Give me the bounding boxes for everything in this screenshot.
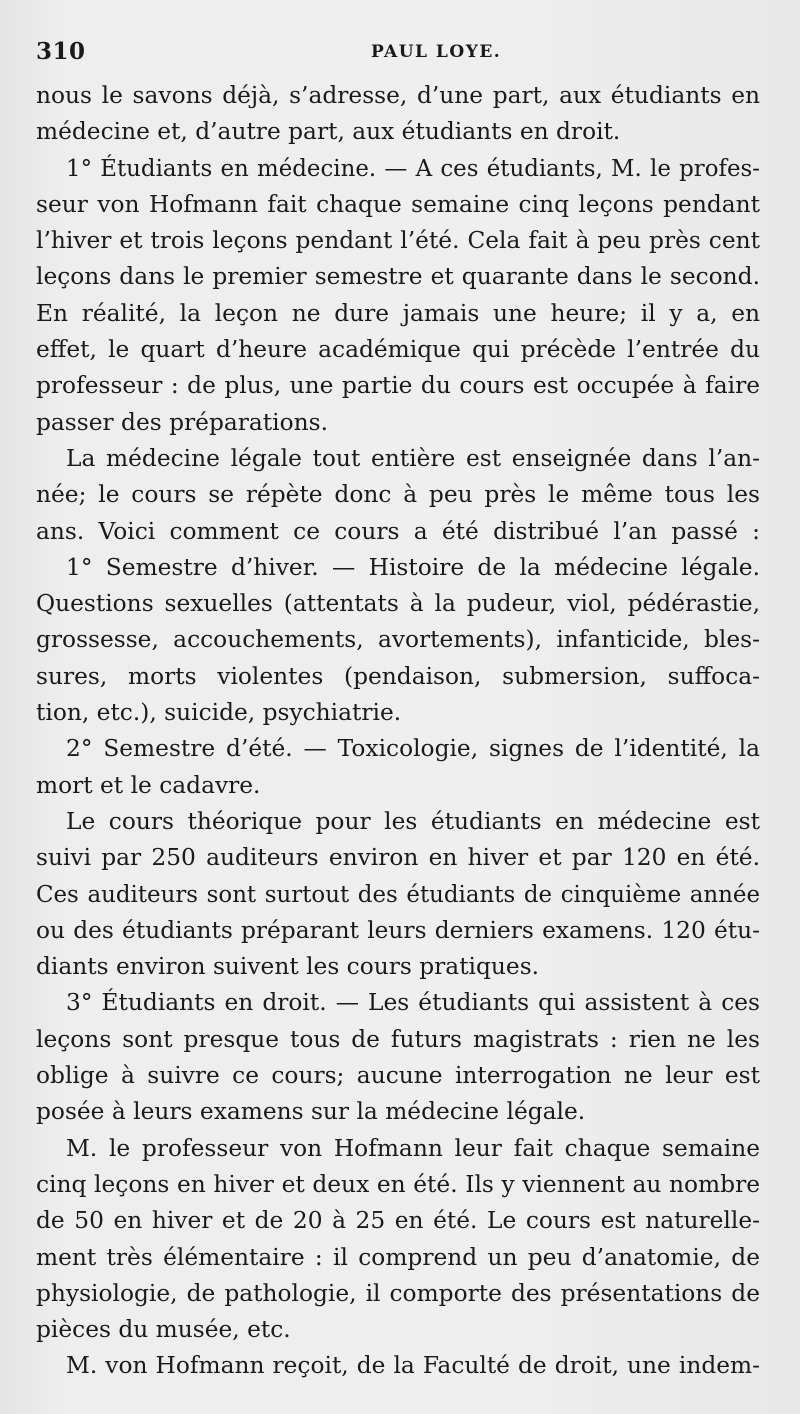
text-line: mort et le cadavre. xyxy=(36,771,261,799)
text-line: de 50 en hiver et de 20 à 25 en été. Le cours est naturelle- xyxy=(36,1207,760,1235)
text-line: grossesse, accouchements, avortements), infanticide, bles- xyxy=(36,626,760,654)
text-line: l’hiver et trois leçons pendant l’été. Cela fait à peu près cent xyxy=(36,227,760,255)
text-line: La médecine légale tout entière est enseignée dans l’an- xyxy=(66,444,760,472)
text-line: physiologie, de pathologie, il comporte des présentations de xyxy=(36,1279,760,1307)
text-line: médecine et, d’autre part, aux étudiants en droit. xyxy=(36,118,621,146)
text-line: 2° Semestre d’été. — Toxicologie, signes de l’identité, la xyxy=(66,735,760,763)
page-header xyxy=(36,38,756,68)
text-line: passer des préparations. xyxy=(36,408,328,436)
text-line: oblige à suivre ce cours; aucune interrogation ne leur est xyxy=(36,1062,760,1090)
text-line: cinq leçons en hiver et deux en été. Ils y viennent au nombre xyxy=(36,1170,760,1198)
text-line: Questions sexuelles (attentats à la pudeur, viol, pédérastie, xyxy=(36,590,760,618)
text-line: 1° Étudiants en médecine. — A ces étudiants, M. le profes- xyxy=(66,155,760,182)
text-line: ou des étudiants préparant leurs derniers examens. 120 étu- xyxy=(36,916,760,944)
text-line: née; le cours se répète donc à peu près le même tous les xyxy=(36,481,760,509)
text-line: leçons sont presque tous de futurs magistrats : rien ne les xyxy=(36,1025,760,1053)
text-line: effet, le quart d’heure académique qui précède l’entrée du xyxy=(36,336,760,364)
text-line: Ces auditeurs sont surtout des étudiants de cinquième année xyxy=(36,881,760,908)
text-line: diants environ suivent les cours pratiques. xyxy=(36,953,540,981)
running-head: PAUL LOYE. xyxy=(371,42,502,62)
text-line: professeur : de plus, une partie du cours est occupée à faire xyxy=(36,372,760,400)
text-line: suivi par 250 auditeurs environ en hiver et par 120 en été. xyxy=(36,844,760,872)
text-line: pièces du musée, etc. xyxy=(36,1316,291,1344)
text-line: Le cours théorique pour les étudiants en médecine est xyxy=(66,807,760,835)
text-line: sures, morts violentes (pendaison, submersion, suffoca- xyxy=(36,662,760,690)
text-line: seur von Hofmann fait chaque semaine cinq leçons pendant xyxy=(36,190,760,218)
text-line: ment très élémentaire : il comprend un peu d’anatomie, de xyxy=(36,1243,760,1271)
text-line: nous le savons déjà, s’adresse, d’une part, aux étudiants en xyxy=(36,82,760,109)
text-line: leçons dans le premier semestre et quarante dans le second. xyxy=(36,263,760,291)
text-line: posée à leurs examens sur la médecine légale. xyxy=(36,1098,586,1126)
text-line: ans. Voici comment ce cours a été distribué l’an passé : xyxy=(36,517,760,545)
text-line: M. le professeur von Hofmann leur fait chaque semaine xyxy=(66,1134,760,1162)
text-line: M. von Hofmann reçoit, de la Faculté de droit, une indem- xyxy=(66,1352,760,1380)
page-number: 310 xyxy=(36,38,86,65)
text-line: 3° Étudiants en droit. — Les étudiants qui assistent à ces xyxy=(66,989,760,1017)
body-text xyxy=(36,78,760,1385)
text-line: En réalité, la leçon ne dure jamais une heure; il y a, en xyxy=(36,299,760,327)
text-line: 1° Semestre d’hiver. — Histoire de la médecine légale. xyxy=(66,553,760,581)
text-line: tion, etc.), suicide, psychiatrie. xyxy=(36,699,402,727)
